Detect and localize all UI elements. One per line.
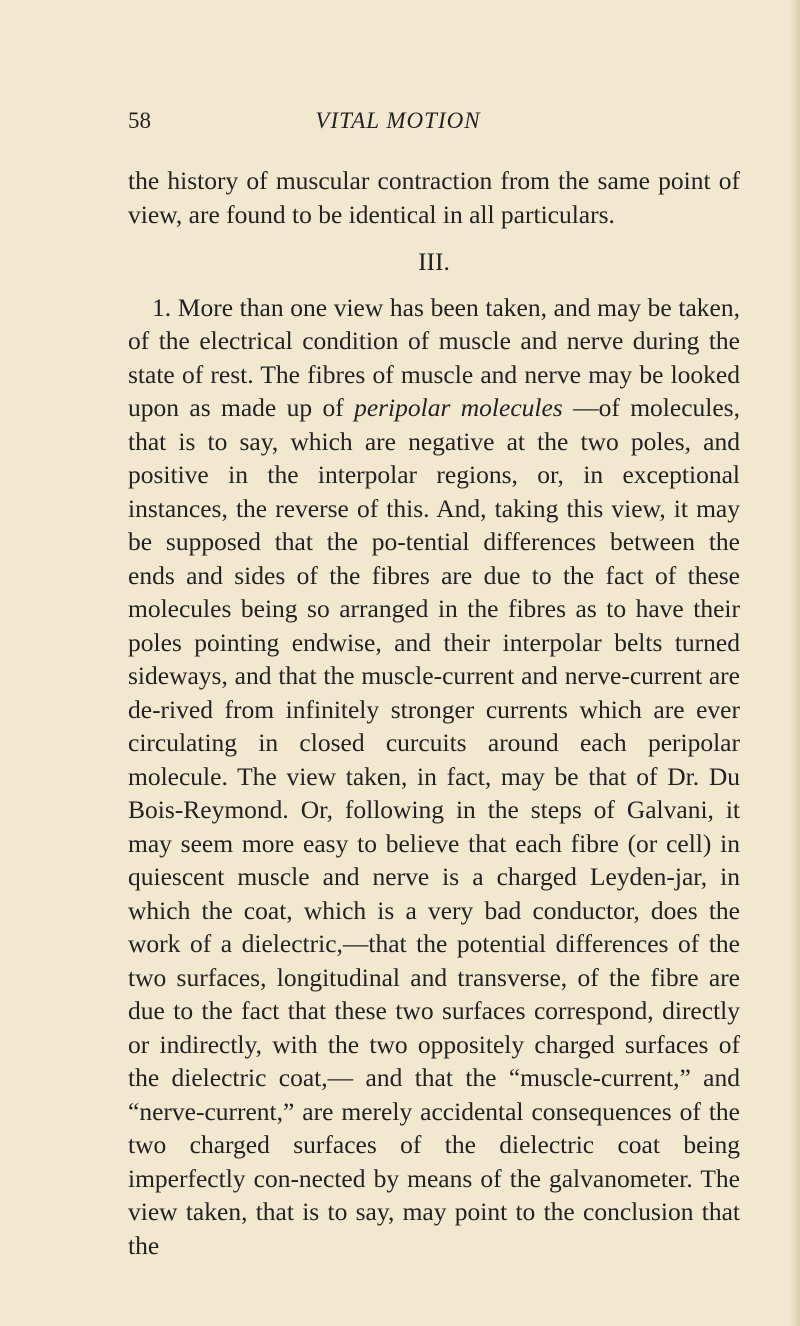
section-heading: III. (418, 247, 450, 276)
page-number: 58 (128, 108, 151, 133)
body-text (128, 164, 740, 1262)
page-edge-shadow (790, 0, 800, 1326)
running-title: VITAL MOTION (315, 108, 481, 133)
italic-term: peripolar molecules (354, 393, 563, 422)
paragraph-rest: —of molecules, that is to say, which are negative at the two poles, and positive in the interpolar regions, or, in exceptional instances, the reverse of this. And, taking this view, it may be supposed that the po-tential differences between the ends and sides of the fibres are due to the fact of these molecules being so arranged in the fibres as to have their poles pointing endwise, and their interpolar belts turned sideways, and that the muscle-current and nerve-current are de-rived from infinitely stronger currents which are ever circulating in closed curcuits around each peripolar molecule. The view taken, in fact, may be that of Dr. Du Bois-Reymond. Or, following in the steps of Galvani, it may seem more easy to believe that each fibre (or cell) in quiescent muscle and nerve is a charged Leyden-jar, in which the coat, which is a very bad conductor, does the work of a dielectric,—that the potential differences of the two surfaces, longitudinal and transverse, of the fibre are due to the fact that these two surfaces correspond, directly or indirectly, with the two oppositely charged surfaces of the dielectric coat,— and that the “muscle-current,” and “nerve-current,” are merely accidental consequences of the two charged surfaces of the dielectric coat being imperfectly con-nected by means of the galvanometer. The view taken, that is to say, may point to the conclusion that the (128, 393, 740, 1260)
paragraph-continuation: the history of muscular contraction from the same point of view, are found to be identical in all particulars. (128, 166, 740, 229)
page-header (128, 108, 668, 142)
paragraph-section-1 (128, 291, 740, 1263)
paragraph-lead: 1. More than one view has been taken, and may be taken, of the electrical condition of muscle and nerve during the state of rest. The fibres of muscle and nerve may be looked upon as made up of (128, 292, 740, 422)
